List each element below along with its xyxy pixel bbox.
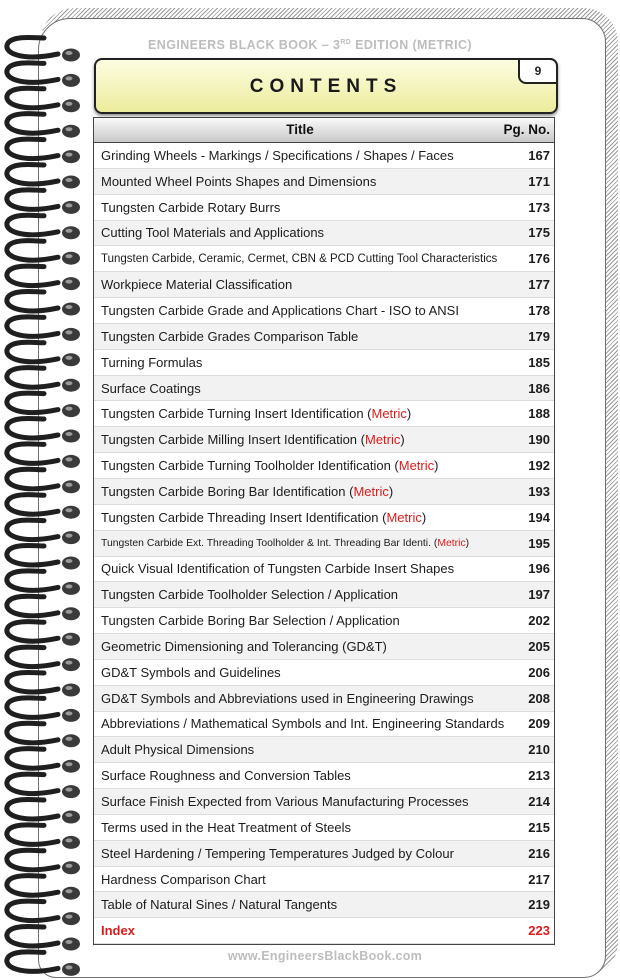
binding-hole: [62, 430, 80, 443]
entry-title-text: Tungsten Carbide Milling Insert Identification (: [101, 432, 365, 448]
table-row[interactable]: [94, 634, 554, 660]
metric-tag: Metric: [353, 483, 389, 499]
binding-hole: [62, 582, 80, 595]
entry-title-text: Index: [101, 923, 135, 939]
spiral-coil: [7, 342, 58, 361]
binding-hole: [62, 404, 80, 417]
entry-title: [94, 587, 504, 602]
header-title: ENGINEERS BLACK BOOK – 3: [148, 38, 341, 52]
binding-hole-shine: [66, 584, 73, 588]
spiral-coil: [7, 418, 58, 437]
table-row[interactable]: [94, 608, 554, 634]
table-row[interactable]: [94, 376, 554, 402]
binding-hole-shine: [66, 559, 73, 563]
spiral-coil: [7, 393, 58, 412]
entry-page-number: 223: [528, 923, 550, 939]
table-row[interactable]: [94, 401, 554, 427]
table-row[interactable]: [94, 712, 554, 738]
spiral-coil: [7, 88, 58, 107]
binding-hole: [62, 760, 80, 773]
entry-page-number: 205: [528, 638, 550, 654]
entry-title: [94, 716, 504, 731]
binding-hole: [62, 303, 80, 316]
entry-title: [94, 639, 504, 654]
binding-hole-shine: [66, 305, 73, 309]
binding-hole: [62, 74, 80, 87]
table-row[interactable]: [94, 246, 554, 272]
entry-page-number: 186: [528, 380, 550, 396]
binding-hole: [62, 506, 80, 519]
spiral-coil: [7, 241, 58, 260]
closing-paren: ): [434, 458, 439, 474]
spiral-coil: [7, 901, 58, 920]
closing-paren: ): [421, 509, 427, 525]
binding-hole: [62, 277, 80, 290]
spiral-coil: [7, 190, 58, 209]
contents-banner: [94, 58, 558, 114]
table-header: [94, 118, 554, 143]
binding-hole: [62, 912, 80, 925]
binding-hole: [62, 836, 80, 849]
entry-page-number: 206: [528, 664, 550, 680]
entry-page-number: 214: [528, 794, 550, 810]
binding-hole-shine: [66, 635, 73, 639]
entry-title: [94, 897, 504, 912]
spiral-coil: [7, 825, 58, 844]
closing-paren: ): [465, 537, 470, 549]
binding-hole: [62, 353, 80, 366]
binding-hole: [62, 785, 80, 798]
binding-hole: [62, 633, 80, 646]
spiral-coil: [7, 647, 58, 666]
entry-title-text: Tungsten Carbide Grades Comparison Table: [101, 328, 359, 344]
entry-title: [94, 561, 504, 576]
binding-hole-shine: [66, 534, 73, 538]
table-row[interactable]: [94, 221, 554, 247]
entry-title: [94, 355, 504, 370]
binding-hole-shine: [66, 940, 73, 944]
binding-hole: [62, 861, 80, 874]
entry-page-number: 188: [528, 406, 550, 422]
binding-hole: [62, 226, 80, 239]
table-row[interactable]: [94, 815, 554, 841]
spiral-coil: [7, 672, 58, 691]
binding-hole: [62, 99, 80, 112]
binding-hole-shine: [66, 102, 73, 106]
binding-hole: [62, 607, 80, 620]
entry-title-text: Hardness Comparison Chart: [101, 871, 266, 887]
table-row[interactable]: [94, 427, 554, 453]
binding-hole-shine: [66, 127, 73, 131]
binding-hole-shine: [66, 178, 73, 182]
entry-title-text: Surface Roughness and Conversion Tables: [101, 768, 351, 784]
entry-title-text: Geometric Dimensioning and Tolerancing (GD&T): [101, 638, 387, 654]
book-header: [0, 38, 620, 52]
binding-hole-shine: [66, 153, 73, 157]
binding-hole: [62, 658, 80, 671]
page-title: CONTENTS: [249, 76, 403, 97]
entry-title-text: Steel Hardening / Tempering Temperatures Judged by Colour: [101, 845, 454, 861]
binding-hole: [62, 684, 80, 697]
entry-title-text: Tungsten Carbide Toolholder Selection / Application: [101, 587, 399, 603]
table-row[interactable]: [94, 350, 554, 376]
spiral-binding: [0, 0, 90, 980]
metric-tag: Metric: [364, 432, 401, 448]
spiral-coil: [7, 114, 58, 133]
entry-title: [94, 510, 504, 525]
metric-tag: Metric: [371, 406, 407, 422]
binding-hole-shine: [66, 838, 73, 842]
entry-title-text: GD&T Symbols and Guidelines: [101, 664, 281, 680]
binding-hole-shine: [66, 889, 73, 893]
entry-title: [94, 665, 504, 680]
table-row[interactable]: [94, 918, 554, 944]
entry-title: [94, 872, 504, 887]
table-row[interactable]: [94, 841, 554, 867]
column-page-header: Pg. No.: [503, 122, 550, 137]
metric-tag: Metric: [386, 509, 422, 525]
binding-hole: [62, 963, 80, 976]
entry-page-number: 173: [528, 199, 550, 215]
binding-hole-shine: [66, 508, 73, 512]
binding-hole-shine: [66, 407, 73, 411]
table-row[interactable]: [94, 867, 554, 893]
entry-page-number: 216: [528, 845, 550, 861]
binding-hole: [62, 379, 80, 392]
spiral-coil: [7, 774, 58, 793]
binding-hole-shine: [66, 254, 73, 258]
entry-title-text: Surface Coatings: [101, 380, 201, 396]
table-row[interactable]: [94, 582, 554, 608]
page-number-badge: 9: [518, 58, 558, 84]
entry-page-number: 195: [528, 535, 550, 551]
entry-title: [94, 329, 504, 344]
closing-paren: ): [388, 483, 394, 499]
spiral-coil: [7, 139, 58, 158]
spiral-coil: [7, 495, 58, 514]
spiral-coil: [7, 63, 58, 82]
entry-title-text: Tungsten Carbide Grade and Applications Chart - ISO to ANSI: [101, 302, 459, 318]
entry-title-text: Tungsten Carbide Threading Insert Identification (: [101, 509, 387, 525]
entry-page-number: 178: [528, 302, 550, 318]
table-body: [94, 143, 554, 944]
table-row[interactable]: [94, 272, 554, 298]
spiral-coil: [7, 164, 58, 183]
binding-hole-shine: [66, 483, 73, 487]
spiral-coil: [7, 368, 58, 387]
binding-hole: [62, 811, 80, 824]
entry-title: [94, 225, 504, 240]
spiral-coil: [7, 850, 58, 869]
entry-title-text: Tungsten Carbide Boring Bar Selection / Application: [101, 613, 400, 629]
entry-title: [94, 277, 504, 292]
spiral-coil: [7, 799, 58, 818]
binding-hole-shine: [66, 711, 73, 715]
entry-title-text: Workpiece Material Classification: [101, 277, 293, 293]
entry-title: [94, 484, 504, 499]
entry-page-number: 167: [528, 147, 550, 163]
entry-title: [94, 820, 504, 835]
entry-page-number: 190: [528, 432, 550, 448]
binding-hole-shine: [66, 864, 73, 868]
metric-tag: Metric: [398, 458, 435, 474]
binding-hole: [62, 328, 80, 341]
entry-title-text: Table of Natural Sines / Natural Tangents: [101, 897, 338, 913]
header-superscript: RD: [340, 38, 352, 46]
binding-hole-shine: [66, 229, 73, 233]
binding-hole: [62, 887, 80, 900]
binding-hole-shine: [66, 661, 73, 665]
entry-title-text: Tungsten Carbide, Ceramic, Cermet, CBN & PCD Cutting Tool Characteristics: [101, 252, 498, 265]
entry-title: [94, 538, 504, 549]
entry-page-number: 194: [528, 509, 550, 525]
table-row[interactable]: [94, 195, 554, 221]
binding-hole: [62, 480, 80, 493]
table-row[interactable]: [94, 453, 554, 479]
table-row[interactable]: [94, 660, 554, 686]
header-edition: EDITION (METRIC): [351, 38, 472, 52]
spiral-coil: [7, 545, 58, 564]
table-row[interactable]: [94, 169, 554, 195]
spiral-coil: [7, 622, 58, 641]
spiral-coil: [7, 749, 58, 768]
table-row[interactable]: [94, 892, 554, 918]
closing-paren: ): [406, 406, 412, 422]
table-row[interactable]: [94, 531, 554, 557]
entry-title-text: Quick Visual Identification of Tungsten Carbide Insert Shapes: [101, 561, 455, 577]
entry-page-number: 196: [528, 561, 550, 577]
table-row[interactable]: [94, 686, 554, 712]
entry-title: [94, 742, 504, 757]
entry-title-text: Adult Physical Dimensions: [101, 742, 255, 758]
binding-hole-shine: [66, 203, 73, 207]
binding-hole: [62, 734, 80, 747]
spiral-coil: [7, 215, 58, 234]
entry-title: [94, 432, 504, 447]
entry-title-text: Tungsten Carbide Turning Insert Identification (: [101, 406, 372, 422]
binding-hole: [62, 531, 80, 544]
binding-hole: [62, 557, 80, 570]
table-row[interactable]: [94, 505, 554, 531]
table-row[interactable]: [94, 737, 554, 763]
entry-title-text: Grinding Wheels - Markings / Specifications / Shapes / Faces: [101, 147, 454, 163]
spiral-coil: [7, 317, 58, 336]
binding-hole: [62, 125, 80, 138]
binding-hole: [62, 709, 80, 722]
entry-page-number: 215: [528, 819, 550, 835]
spiral-coil: [7, 698, 58, 717]
entry-page-number: 208: [528, 690, 550, 706]
spiral-coil: [7, 266, 58, 285]
entry-page-number: 213: [528, 768, 550, 784]
binding-hole: [62, 455, 80, 468]
entry-page-number: 176: [528, 251, 550, 267]
entry-page-number: 217: [528, 871, 550, 887]
spiral-coil: [7, 723, 58, 742]
spiral-coil: [7, 926, 58, 945]
contents-table: [93, 117, 555, 945]
table-row[interactable]: [94, 789, 554, 815]
spiral-coil: [7, 571, 58, 590]
entry-title: [94, 381, 504, 396]
website-footer: www.EngineersBlackBook.com: [227, 949, 423, 963]
binding-hole-shine: [66, 432, 73, 436]
binding-hole-shine: [66, 788, 73, 792]
binding-hole-shine: [66, 965, 73, 969]
entry-title: [94, 613, 504, 628]
binding-hole-shine: [66, 686, 73, 690]
column-title-header: Title: [286, 122, 314, 137]
binding-hole: [62, 252, 80, 265]
binding-hole-shine: [66, 915, 73, 919]
binding-hole-shine: [66, 762, 73, 766]
binding-hole-shine: [66, 280, 73, 284]
binding-hole-shine: [66, 737, 73, 741]
entry-title-text: Surface Finish Expected from Various Manufacturing Processes: [101, 794, 469, 810]
entry-page-number: 209: [528, 716, 550, 732]
entry-title-text: Terms used in the Heat Treatment of Steels: [101, 819, 352, 835]
entry-page-number: 185: [528, 354, 550, 370]
binding-hole-shine: [66, 813, 73, 817]
entry-page-number: 210: [528, 742, 550, 758]
table-row[interactable]: [94, 763, 554, 789]
metric-tag: Metric: [437, 537, 466, 549]
binding-hole-shine: [66, 457, 73, 461]
binding-hole: [62, 201, 80, 214]
entry-title-text: Mounted Wheel Points Shapes and Dimensions: [101, 173, 377, 189]
entry-title: [94, 923, 504, 938]
entry-title: [94, 691, 504, 706]
entry-title-text: GD&T Symbols and Abbreviations used in Engineering Drawings: [101, 690, 474, 706]
entry-page-number: 179: [528, 328, 550, 344]
entry-title: [94, 846, 504, 861]
spiral-coil: [7, 876, 58, 895]
closing-paren: ): [400, 432, 405, 448]
spiral-coil: [7, 596, 58, 615]
entry-title-text: Tungsten Carbide Turning Toolholder Identification (: [101, 458, 399, 474]
entry-title-text: Tungsten Carbide Rotary Burrs: [101, 199, 281, 215]
entry-title-text: Tungsten Carbide Ext. Threading Toolholder & Int. Threading Bar Identi. (: [101, 537, 438, 549]
table-row[interactable]: [94, 143, 554, 169]
entry-page-number: 177: [528, 277, 550, 293]
entry-page-number: 219: [528, 897, 550, 913]
entry-page-number: 175: [528, 225, 550, 241]
entry-title-text: Cutting Tool Materials and Applications: [101, 225, 325, 241]
entry-page-number: 171: [528, 173, 550, 189]
spiral-coil: [7, 469, 58, 488]
entry-title: [94, 794, 504, 809]
table-row[interactable]: [94, 557, 554, 583]
binding-hole-shine: [66, 610, 73, 614]
spiral-coil: [7, 520, 58, 539]
spiral-coil: [7, 291, 58, 310]
binding-hole-shine: [66, 356, 73, 360]
binding-hole: [62, 150, 80, 163]
entry-page-number: 193: [528, 483, 550, 499]
table-row[interactable]: [94, 479, 554, 505]
table-row[interactable]: [94, 324, 554, 350]
binding-hole-shine: [66, 330, 73, 334]
binding-hole-shine: [66, 381, 73, 385]
entry-title: [94, 148, 504, 163]
entry-title: [94, 458, 504, 473]
entry-title: [94, 768, 504, 783]
entry-title-text: Turning Formulas: [101, 354, 203, 370]
entry-page-number: 192: [528, 458, 550, 474]
table-row[interactable]: [94, 298, 554, 324]
binding-hole-shine: [66, 76, 73, 80]
entry-title: [94, 406, 504, 421]
entry-title: [94, 303, 504, 318]
spiral-coil: [7, 444, 58, 463]
entry-page-number: 197: [528, 587, 550, 603]
entry-title: [94, 174, 504, 189]
entry-title-text: Tungsten Carbide Boring Bar Identification (: [101, 483, 354, 499]
entry-title: [94, 200, 504, 215]
binding-hole: [62, 176, 80, 189]
entry-title-text: Abbreviations / Mathematical Symbols and Int. Engineering Standards: [101, 716, 504, 732]
entry-title: [94, 253, 504, 265]
entry-page-number: 202: [528, 613, 550, 629]
